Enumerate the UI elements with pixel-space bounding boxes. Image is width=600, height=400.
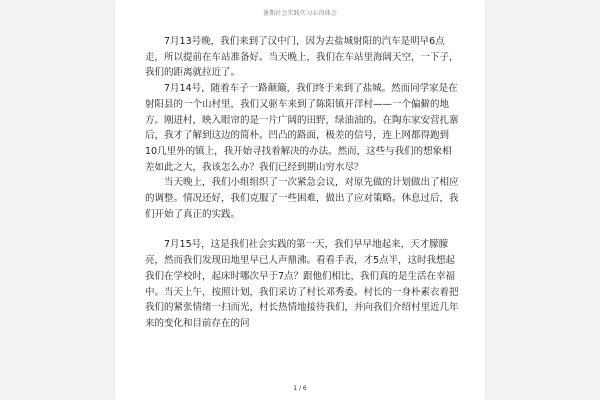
paragraph-3: 当天晚上，我们小组组织了一次紧急会议，对原先做的计划做出了相应的调整。情况还好，我们克服了一些困难，做出了应对策略。休息过后，我们开始了真正的实践。 — [145, 177, 459, 220]
document-body — [145, 34, 460, 332]
paragraph-gap — [145, 222, 460, 237]
paragraph-4: 7月15号，这是我们社会实践的第一天，我们早早地起来，天才朦朦亮，然而我们发现田地里早已人声鼎沸。看看手表，才5点半，这时我想起我们在学校时，起床时哪次早于7点？跟他们相比，我们真的是生活在幸福中。当天上午，按照计划，我们采访了村长邓秀委。村长的一身朴素衣着把我们的紧张情绪一扫而光，村长热情地接待我们，并向我们介绍村里近几年来的变化和目前存在的问 — [145, 239, 459, 329]
page-number: 1 / 6 — [293, 385, 307, 392]
paragraph-2: 7月14号，随着车子一路颠簸，我们终于来到了盐城。然而同学家是在射阳县的一个山村里，我们又驱车来到了陈阳镇开洋村——一个偏僻的地方。刚进村，映入眼帘的是一片广阔的田野，绿油油的。在陶东家安营扎寨后，我才了解到这边的简朴。凹凸的路面，极差的信号，连上网都得跑到10几里外的镇上，我开始寻找着解决的办法。然而，这些与我们的想象相差如此之大，我该怎么办？我们已经到期山穷水尽？ — [145, 83, 459, 173]
document-page — [115, 0, 485, 400]
paragraph-1: 7月13号晚，我们来到了汉中门，因为去盐城射阳的汽车是明早6点走，所以提前在车站准备好。当天晚上，我们在车站里海阔天空，一下子，我们的距离就拉近了。 — [145, 36, 459, 79]
page-header: 暑期社会实践实习心得体会 — [262, 10, 338, 17]
